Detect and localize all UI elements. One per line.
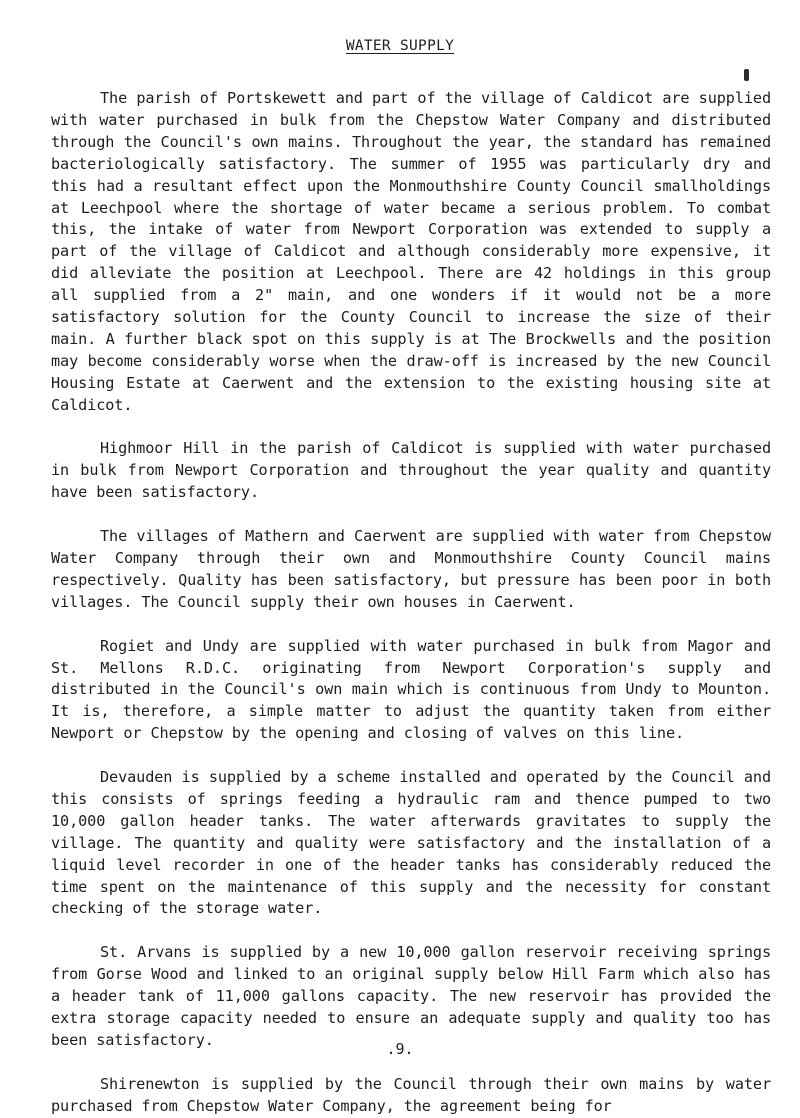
body-text (51, 88, 771, 1118)
paragraph-shirenewton: Shirenewton is supplied by the Council through their own mains by water purchased from Chepstow Water Company, the agreement being for (51, 1074, 771, 1115)
paragraph-st-arvans: St. Arvans is supplied by a new 10,000 gallon reservoir receiving springs from Gorse Wood and linked to an original supply below Hill Farm which also has a header tank of 11,000 gallons capacity. The new reservoir has provided the extra storage capacity needed to ensure an adequate supply and quality too has been satisfactory. (51, 943, 771, 1049)
paragraph-highmoor-hill: Highmoor Hill in the parish of Caldicot is supplied with water purchased in bulk from Newport Corporation and throughout the year quality and quantity have been satisfactory. (51, 439, 771, 502)
paragraph-mathern-caerwent: The villages of Mathern and Caerwent are supplied with water from Chepstow Water Company through their own and Monmouthshire County Council mains respectively. Quality has been satisfactory, but pressure has been poor in both villages. The Council supply their own houses in Caerwent. (51, 527, 771, 611)
page-title-text: WATER SUPPLY (345, 38, 455, 54)
page-number: .9. (386, 1040, 414, 1058)
ink-mark (744, 69, 749, 81)
paragraph-portskewett: The parish of Portskewett and part of the village of Caldicot are supplied with water purchased in bulk from the Chepstow Water Company and distributed through the Council's own mains. Throughout the year, the standard has remained bacteriologically satisfactory. The summer of 1955 was particularly dry and this had a resultant effect upon the Monmouthshire County Council smallholdings at Leechpool where the shortage of water became a serious problem. To combat this, the intake of water from Newport Corporation was extended to supply a part of the village of Caldicot and although considerably more expensive, it did alleviate the position at Leechpool. There are 42 holdings in this group all supplied from a 2" main, and one wonders if it would not be a more satisfactory solution for the County Council to increase the size of their main. A further black spot on this supply is at The Brockwells and the position may become considerably worse when the draw-off is increased by the new Council Housing Estate at Caerwent and the extension to the existing housing site at Caldicot. (51, 89, 771, 414)
paragraph-rogiet-undy: Rogiet and Undy are supplied with water purchased in bulk from Magor and St. Mellons R.D.C. originating from Newport Corporation's supply and distributed in the Council's own main which is continuous from Undy to Mounton. It is, therefore, a simple matter to adjust the quantity taken from either Newport or Chepstow by the opening and closing of valves on this line. (51, 636, 771, 743)
paragraph-devauden: Devauden is supplied by a scheme installed and operated by the Council and this consists of springs feeding a hydraulic ram and thence pumped to two 10,000 gallon header tanks. The water afterwards gravitates to supply the village. The quantity and quality were satisfactory and the installation of a liquid level recorder in one of the header tanks has considerably reduced the time spent on the maintenance of this supply and the necessity for constant checking of the storage water. (51, 768, 771, 918)
page-title (0, 38, 800, 54)
